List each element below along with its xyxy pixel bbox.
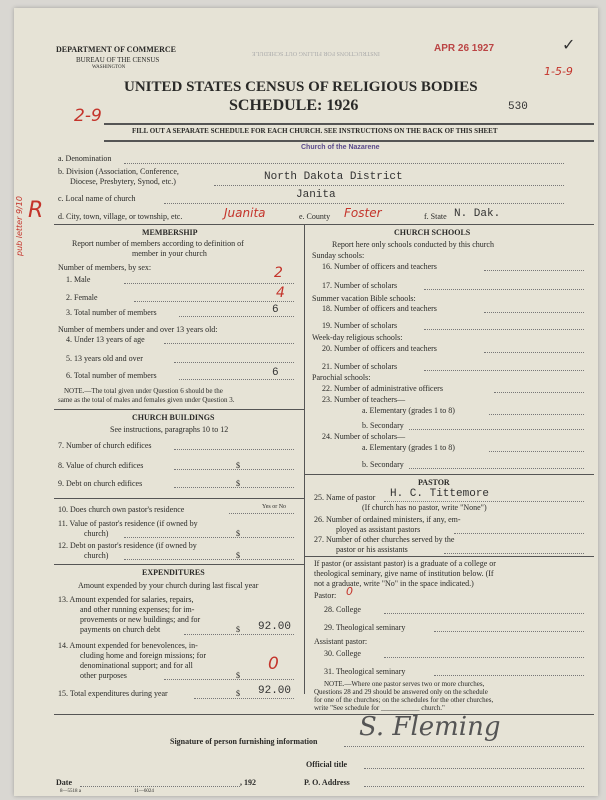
q17-label: 17. Number of scholars [322, 281, 398, 290]
q2-label: 2. Female [66, 293, 98, 302]
q12-label: 12. Debt on pastor's residence (if owned by [58, 541, 197, 550]
graduate-note-3: not a graduate, write "No" in the space indicated.) [314, 579, 474, 588]
pastor-value[interactable]: 0 [346, 585, 353, 598]
q24b-label: b. Secondary [362, 460, 404, 469]
fill-line [484, 312, 584, 313]
fill-line [229, 513, 294, 514]
by-sex-label: Number of members, by sex: [58, 263, 152, 272]
po-address-label: P. O. Address [304, 778, 350, 787]
q6-label: 6. Total number of members [66, 371, 157, 380]
schedule-number: 530 [508, 101, 528, 113]
fill-line [179, 379, 294, 380]
q26-label-2: ployed as assistant pastors [336, 525, 421, 534]
rule [54, 714, 594, 715]
rule [104, 140, 594, 142]
buildings-sub: See instructions, paragraphs 10 to 12 [110, 425, 229, 434]
fill-line [80, 786, 240, 787]
fill-line [164, 203, 564, 204]
fill-line [174, 449, 294, 450]
fill-line [484, 352, 584, 353]
q14-label-2: cluding home and foreign missions; for [80, 651, 206, 660]
fill-line [444, 553, 584, 554]
signature-label: Signature of person furnishing information [170, 737, 318, 746]
q14-label-4: other purposes [80, 671, 127, 680]
q20-label: 20. Number of officers and teachers [322, 344, 437, 353]
pastor-note-3: for one of the churches; on the schedules for the other churches, [314, 696, 494, 704]
city-value[interactable]: Juanita [224, 206, 266, 220]
local-name-value[interactable]: Janita [296, 189, 336, 201]
state-label: f. State [424, 212, 447, 221]
dollar-sign: $ [236, 689, 240, 698]
q24a-label: a. Elementary (grades 1 to 8) [362, 443, 455, 452]
q31-label: 31. Theological seminary [324, 667, 406, 676]
q13-label: 13. Amount expended for salaries, repairs, [58, 595, 194, 604]
expenditures-title: EXPENDITURES [142, 568, 205, 577]
form-number: 8—5518 a [60, 789, 81, 794]
q11-label-2: church) [84, 529, 109, 538]
q14-value[interactable]: 0 [268, 654, 279, 674]
q23a-label: a. Elementary (grades 1 to 8) [362, 406, 455, 415]
q29-label: 29. Theological seminary [324, 623, 406, 632]
q3-value[interactable]: 6 [272, 304, 279, 316]
fill-line [124, 163, 564, 164]
denomination-label: a. Denomination [58, 154, 112, 163]
q15-value[interactable]: 92.00 [258, 685, 292, 697]
q13-label-2: and other running expenses; for im- [80, 605, 195, 614]
dollar-sign: $ [236, 625, 240, 634]
fill-line [124, 283, 294, 284]
fill-line [344, 746, 584, 747]
fill-line [364, 786, 584, 787]
q8-label: 8. Value of church edifices [58, 461, 144, 470]
fill-line [214, 185, 564, 186]
official-title-label: Official title [306, 760, 348, 769]
graduate-note-2: theological seminary, give name of institution below. (If [314, 569, 494, 578]
fill-line [124, 559, 294, 560]
q25-value[interactable]: H. C. Tittemore [390, 488, 490, 500]
q7-label: 7. Number of church edifices [58, 441, 152, 450]
fill-line [494, 392, 584, 393]
rule [304, 474, 594, 475]
signature-value[interactable]: S. Fleming [359, 712, 501, 742]
parochial-label: Parochial schools: [312, 373, 371, 382]
division-label-2: Diocese, Presbytery, Synod, etc.) [70, 177, 176, 186]
date-label: Date [56, 778, 72, 787]
local-name-label: c. Local name of church [58, 194, 136, 203]
buildings-title: CHURCH BUILDINGS [132, 413, 215, 422]
city-label: d. City, town, village, or township, etc. [58, 212, 183, 221]
form-title: UNITED STATES CENSUS OF RELIGIOUS BODIES [124, 79, 478, 95]
q18-label: 18. Number of officers and teachers [322, 304, 437, 313]
summer-label: Summer vacation Bible schools: [312, 294, 416, 303]
census-form [14, 8, 598, 796]
fill-line [454, 533, 584, 534]
rule [54, 224, 594, 225]
county-label: e. County [299, 212, 331, 221]
state-value[interactable]: N. Dak. [454, 208, 501, 220]
fill-line [179, 316, 294, 317]
q9-label: 9. Debt on church edifices [58, 479, 143, 488]
q13-label-4: payments on church debt [80, 625, 161, 634]
faded-bleed-text: INSTRUCTIONS FOR FILLING OUT SCHEDULE [252, 50, 380, 56]
margin-letter: R [28, 198, 44, 223]
q23b-label: b. Secondary [362, 421, 404, 430]
pastor-note: NOTE.—Where one pastor serves two or more churches, [324, 680, 485, 688]
pastor-label: Pastor: [314, 591, 337, 600]
q24-label: 24. Number of scholars— [322, 432, 406, 441]
q2-value[interactable]: 4 [276, 285, 285, 301]
q14-label: 14. Amount expended for benevolences, in- [58, 641, 198, 650]
schools-intro: Report here only schools conducted by this church [332, 240, 494, 249]
q28-label: 28. College [324, 605, 361, 614]
fill-line [409, 429, 584, 430]
corner-code: 1-5-9 [544, 65, 573, 78]
q23-label: 23. Number of teachers— [322, 395, 406, 404]
pastor-note-4: write "See schedule for ___________ church." [314, 704, 445, 712]
membership-note-2: same as the total of males and females given under Question 3. [58, 396, 235, 404]
fill-line [194, 698, 294, 699]
fill-line [489, 451, 584, 452]
schedule-title: SCHEDULE: 1926 [229, 97, 359, 114]
city-label: WASHINGTON [92, 65, 126, 70]
weekday-label: Week-day religious schools: [312, 333, 403, 342]
dollar-sign: $ [236, 551, 240, 560]
pastor-title: PASTOR [418, 478, 450, 487]
q4-label: 4. Under 13 years of age [66, 335, 145, 344]
print-number: 11—6024 [134, 789, 154, 794]
department-label: DEPARTMENT OF COMMERCE [56, 45, 177, 54]
dollar-sign: $ [236, 479, 240, 488]
fill-line [424, 370, 584, 371]
check-mark-icon: ✓ [562, 37, 576, 54]
year-label: , 192 [240, 778, 256, 787]
rule [54, 498, 304, 499]
fill-line [164, 679, 294, 680]
membership-intro-2: member in your church [132, 249, 207, 258]
sunday-label: Sunday schools: [312, 251, 365, 260]
q15-label: 15. Total expenditures during year [58, 689, 168, 698]
fill-line [484, 270, 584, 271]
membership-intro: Report number of members according to definition of [72, 239, 244, 248]
q21-label: 21. Number of scholars [322, 362, 398, 371]
fill-line [434, 631, 584, 632]
county-value[interactable]: Foster [344, 206, 382, 220]
q3-label: 3. Total number of members [66, 308, 157, 317]
rule [104, 123, 594, 125]
q26-label: 26. Number of ordained ministers, if any, em- [314, 515, 461, 524]
q16-label: 16. Number of officers and teachers [322, 262, 437, 271]
fill-line [364, 768, 584, 769]
margin-note: pub letter 9/10 [15, 196, 24, 256]
expenditures-sub: Amount expended by your church during last fiscal year [78, 581, 259, 590]
dollar-sign: $ [236, 461, 240, 470]
fill-line [184, 634, 294, 635]
column-divider [304, 224, 305, 694]
fill-line [384, 613, 584, 614]
fill-line [174, 362, 294, 363]
q13-value[interactable]: 92.00 [258, 621, 292, 633]
pastor-note-2: Questions 28 and 29 should be answered only on the schedule [314, 688, 488, 696]
yes-no-label: Yes or No [262, 504, 287, 510]
q27-label-2: pastor or his assistants [336, 545, 408, 554]
fill-line [134, 301, 294, 302]
rule [54, 409, 304, 410]
q1-value[interactable]: 2 [274, 265, 283, 281]
assistant-label: Assistant pastor: [314, 637, 368, 646]
q5-label: 5. 13 years old and over [66, 354, 143, 363]
membership-title: MEMBERSHIP [142, 228, 198, 237]
rule [304, 556, 594, 557]
rule [54, 564, 304, 565]
q25-label: 25. Name of pastor [314, 493, 376, 502]
denomination-stamp: Church of the Nazarene [301, 144, 380, 151]
q10-label: 10. Does church own pastor's residence [58, 505, 185, 514]
fill-line [174, 487, 294, 488]
fill-line [489, 414, 584, 415]
dollar-sign: $ [236, 671, 240, 680]
schools-title: CHURCH SCHOOLS [394, 228, 471, 237]
q19-label: 19. Number of scholars [322, 321, 398, 330]
fill-line [424, 289, 584, 290]
q13-label-3: provements or new buildings; and for [80, 615, 201, 624]
fill-line [124, 537, 294, 538]
division-value[interactable]: North Dakota District [264, 171, 403, 183]
q30-label: 30. College [324, 649, 361, 658]
q1-label: 1. Male [66, 275, 91, 284]
division-label: b. Division (Association, Conference, [58, 167, 179, 176]
q27-label: 27. Number of other churches served by the [314, 535, 455, 544]
q11-label: 11. Value of pastor's residence (if owned by [58, 519, 198, 528]
fill-line [424, 329, 584, 330]
dollar-sign: $ [236, 529, 240, 538]
graduate-note: If pastor (or assistant pastor) is a graduate of a college or [314, 559, 496, 568]
fill-line [384, 501, 584, 502]
membership-note: NOTE.—The total given under Question 6 should be the [64, 387, 223, 395]
q12-label-2: church) [84, 551, 109, 560]
age-label: Number of members under and over 13 years old: [58, 325, 218, 334]
fill-line [434, 675, 584, 676]
fill-line [409, 468, 584, 469]
q22-label: 22. Number of administrative officers [322, 384, 443, 393]
bureau-label: BUREAU OF THE CENSUS [76, 56, 160, 64]
q25-note: (If church has no pastor, write "None") [362, 503, 487, 512]
fill-line [174, 469, 294, 470]
handwritten-code: 2-9 [74, 106, 102, 126]
instruction-line: FILL OUT A SEPARATE SCHEDULE FOR EACH CHURCH. SEE INSTRUCTIONS ON THE BACK OF THIS SHEET [132, 127, 498, 135]
q6-value[interactable]: 6 [272, 367, 279, 379]
fill-line [164, 343, 294, 344]
received-date-stamp: APR 26 1927 [434, 43, 495, 54]
fill-line [384, 657, 584, 658]
q14-label-3: denominational support; and for all [80, 661, 193, 670]
